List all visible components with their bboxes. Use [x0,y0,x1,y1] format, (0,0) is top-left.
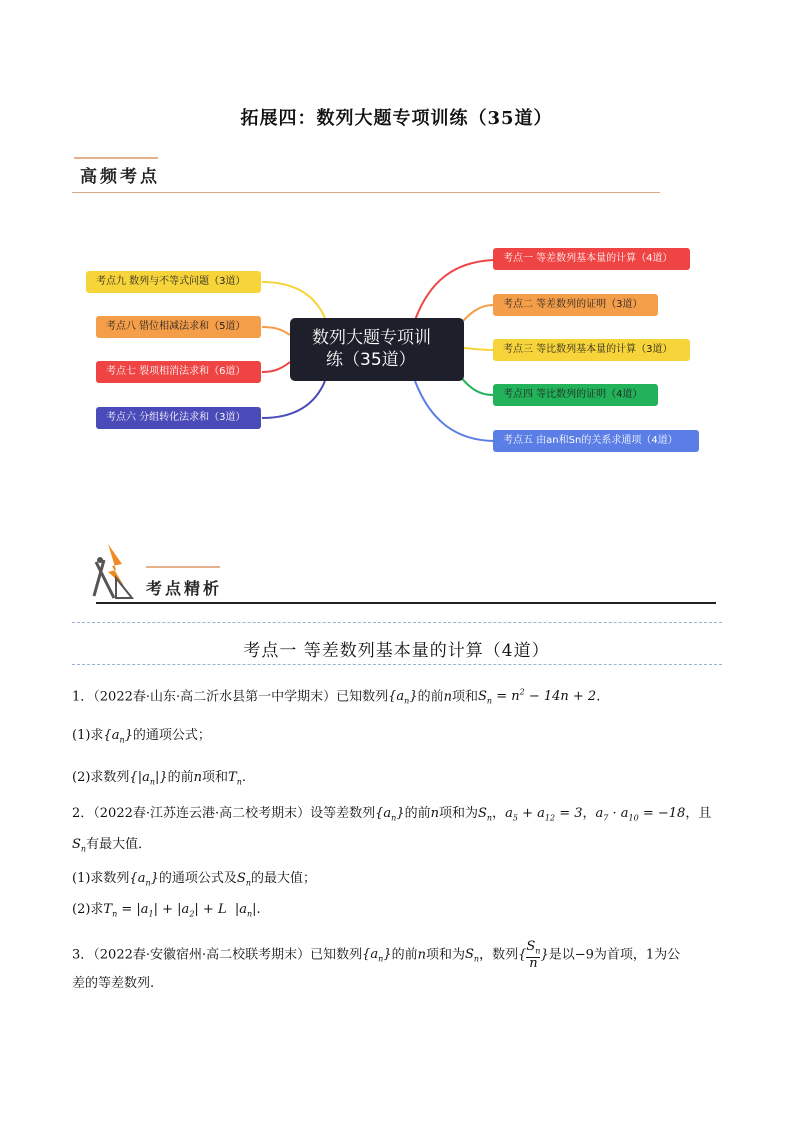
mindmap-node-kp2: 考点二 等差数列的证明（3道） [493,294,658,316]
section-header-underline [96,602,716,604]
kp1-title: 考点一 等差数列基本量的计算（4道） [243,641,550,661]
connector-right-1 [415,260,493,320]
mindmap-node-kp6: 考点六 分组转化法求和（3道） [96,407,261,429]
section-header-high-frequency: 高频考点 [80,167,160,187]
mindmap-node-kp1: 考点一 等差数列基本量的计算（4道） [493,248,690,270]
section-header-analysis: 考点精析 [146,579,223,598]
mindmap-center-line1: 数列大题专项训 [312,328,431,348]
connector-left-8 [262,327,290,335]
connector-left-6 [262,381,325,418]
problem-3-stem-cont: 差的等差数列. [72,976,155,991]
problem-1-q1: (1)求$\{a_n\}$的通项公式； [72,728,211,745]
mindmap-center-line2: 练（35道） [326,350,416,370]
problem-2-stem-cont: $S_n$有最大值． [72,837,152,854]
problem-3-stem: 3．（2022春·安徽宿州·高二校联考期末）已知数列$\{a_n\}$的前n项和为$S_n$，数列{ $\frac{S_n}{n}$ }是以−9为首项，1为公 [72,939,681,971]
dashed-divider-bottom [72,664,722,665]
mindmap-node-kp4: 考点四 等比数列的证明（4道） [493,384,658,406]
connector-left-7 [262,362,290,372]
problem-1-q2: (2)求数列$\{|a_n|\}$的前n项和$T_n$. [72,770,247,787]
dashed-divider-top [72,622,722,623]
section-header-accent [146,566,220,568]
mindmap-node-kp8: 考点八 错位相减法求和（5道） [96,316,261,338]
connector-right-3 [464,348,493,350]
mindmap-node-kp7: 考点七 裂项相消法求和（6道） [96,361,261,383]
connector-left-9 [262,282,325,318]
page-title: 拓展四：数列大题专项训练（35道） [240,108,553,129]
problem-2-stem: 2．（2022春·江苏连云港·高二校考期末）设等差数列$\{a_n\}$的前n项和为$S_n$，$a_5 + a_{12} = 3$，$a_7 \cdot a_{10} = -18$，且 [72,806,712,823]
connector-right-5 [415,381,493,441]
mindmap-node-kp3: 考点三 等比数列基本量的计算（3道） [493,339,690,361]
mindmap-node-kp5: 考点五 由an和Sn的关系求通项（4道） [493,430,699,452]
compass-ruler-icon [90,542,134,600]
problem-2-q1: (1)求数列$\{a_n\}$的通项公式及$S_n$的最大值； [72,871,316,888]
mindmap-center-node [290,318,464,381]
mindmap-node-kp9: 考点九 数列与不等式问题（3道） [86,271,261,293]
problem-2-q2: (2)求$T_n = |a_1| + |a_2| + L$ $|a_n|$. [72,902,261,919]
problem-1-stem: 1．（2022春·山东·高二沂水县第一中学期末）已知数列$\{a_n\}$的前n项和$S_n = n^2 - 14n + 2$. [72,688,601,706]
